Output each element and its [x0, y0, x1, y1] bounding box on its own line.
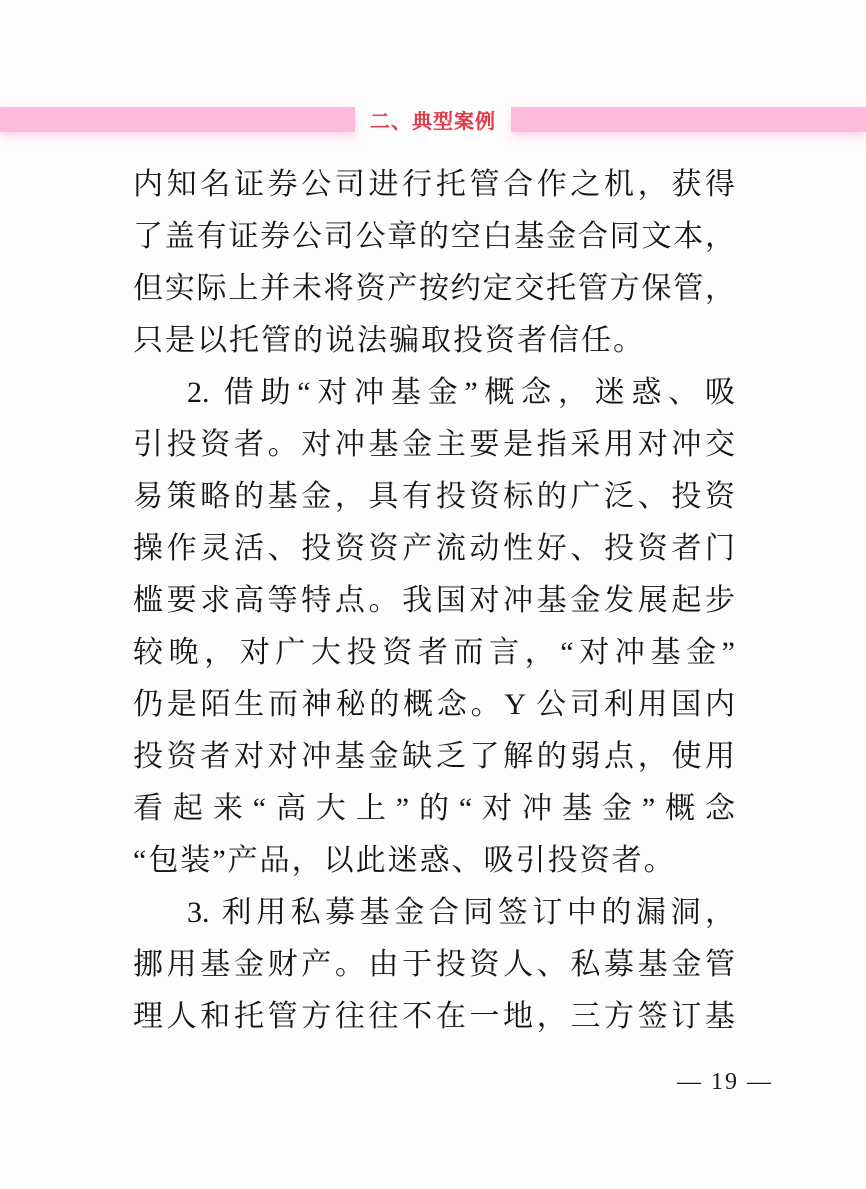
header-band-right [511, 107, 866, 132]
body-text-line: 投资者对对冲基金缺乏了解的弱点，使用 [133, 740, 735, 773]
body-text-line: “包装”产品，以此迷惑、吸引投资者。 [133, 844, 676, 877]
body-text-line: 2. 借助“对冲基金”概念，迷惑、吸 [187, 376, 735, 409]
body-text-line: 易策略的基金，具有投资标的广泛、投资 [133, 480, 735, 513]
body-text-line: 但实际上并未将资产按约定交托管方保管， [133, 272, 735, 305]
body-text-line: 仍是陌生而神秘的概念。Y 公司利用国内 [133, 688, 735, 721]
body-text [133, 159, 735, 1043]
body-text-line: 操作灵活、投资资产流动性好、投资者门 [133, 532, 735, 565]
body-text-line: 内知名证券公司进行托管合作之机，获得 [133, 168, 735, 201]
body-text-line: 挪用基金财产。由于投资人、私募基金管 [133, 948, 735, 981]
body-text-line: 只是以托管的说法骗取投资者信任。 [133, 324, 645, 357]
running-header-band [0, 107, 866, 132]
body-text-line: 看起来“高大上”的“对冲基金”概念 [133, 792, 735, 825]
header-title-gap [355, 107, 511, 132]
body-text-line: 槛要求高等特点。我国对冲基金发展起步 [133, 584, 735, 617]
page-number: — 19 — [677, 1069, 773, 1095]
body-text-line: 3. 利用私募基金合同签订中的漏洞， [187, 896, 735, 929]
body-text-line: 引投资者。对冲基金主要是指采用对冲交 [133, 428, 735, 461]
body-text-line: 理人和托管方往往不在一地，三方签订基 [133, 1000, 735, 1033]
body-text-line: 了盖有证券公司公章的空白基金合同文本， [133, 220, 735, 253]
body-text-line: 较晚，对广大投资者而言，“对冲基金” [133, 636, 735, 669]
header-band-left [0, 107, 355, 132]
running-header-title: 二、典型案例 [370, 111, 496, 133]
